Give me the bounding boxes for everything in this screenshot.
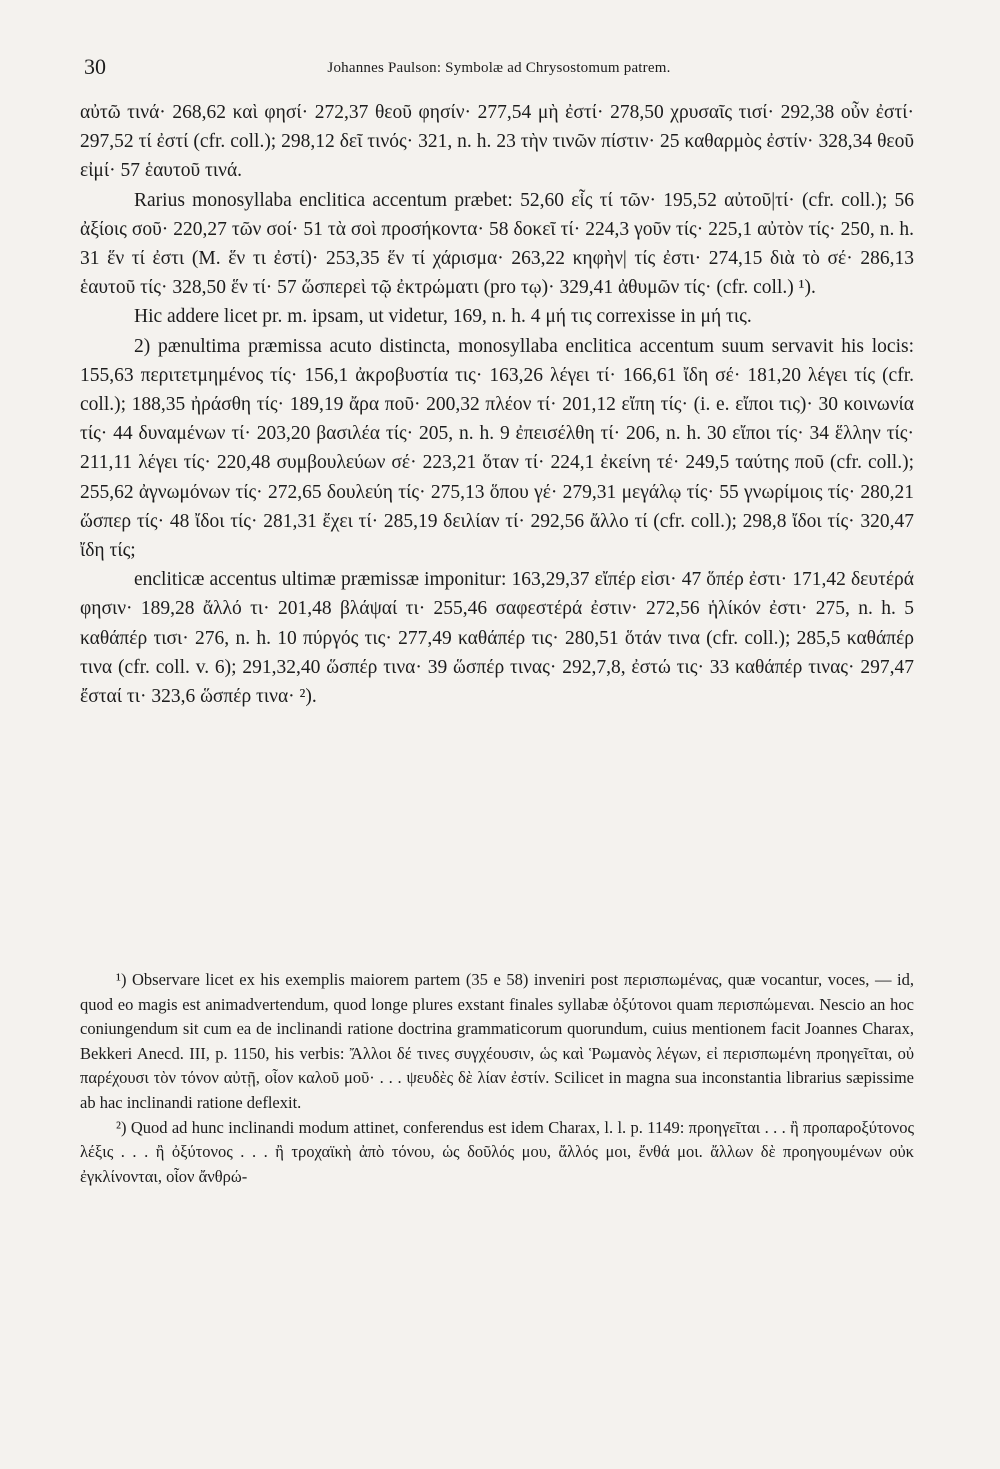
page-header: [84, 54, 914, 84]
paragraph-rarius: Rarius monosyllaba enclitica accentum præbet: 52,60 εἷς τί τῶν· 195,52 αὐτοῦ|τί· (cfr. coll.); 56 ἀξίοις σοῦ· 220,27 τῶν σοί· 51 τὰ σοὶ προσήκοντα· 58 δοκεῖ τί· 224,3 γοῦν τίς· 225,1 αὐτὸν τίς· 250, n. h. 31 ἕν τί ἐστι (M. ἕν τι ἐστί)· 253,35 ἕν τί χάρισμα· 263,22 κηφὴν| τίς ἐστι· 274,15 διὰ τὸ σέ· 286,13 ἑαυτοῦ τίς· 328,50 ἕν τί· 57 ὥσπερεὶ τῷ ἐκτρώματι (pro τῳ)· 329,41 ἀθυμῶν τίς· (cfr. coll.) ¹).: [80, 189, 914, 299]
running-title: Johannes Paulson: Symbolæ ad Chrysostomum patrem.: [327, 60, 671, 76]
footnote-1: ¹) Observare licet ex his exemplis maiorem partem (35 e 58) inveniri post περισπωμένας, quæ vocantur, voces, — id, quod eo magis est animadvertendum, quod longe plures exstant finales syllabæ ὀξύτονοι quam περισπώμεναι. Nescio an hoc coniungendum sit cum ea de inclinandi ratione doctrina grammaticorum quorundum, cuius mentionem facit Joannes Charax, Bekkeri Anecd. III, p. 1150, his verbis: Ἄλλοι δέ τινες συγχέουσιν, ὡς καὶ Ῥωμανὸς λέγων, εἰ περισπωμένη προηγεῖται, οὐ παρέχουσι τὸν τόνον αὐτῇ, οἷον καλοῦ μοῦ· . . . ψευδὲς δὲ λίαν ἐστίν. Scilicet in magna sua inconstantia librarius sæpissime ab hac inclinandi ratione deflexit.: [80, 970, 914, 1112]
footnotes: [80, 968, 914, 1189]
paragraph-paenultima: 2) pænultima præmissa acuto distincta, monosyllaba enclitica accentum suum servavit his locis: 155,63 περιτετμημένος τίς· 156,1 ἀκροβυστία τις· 163,26 λέγει τί· 166,61 ἴδη σέ· 181,20 λέγει τίς (cfr. coll.); 188,35 ἠράσθη τίς· 189,19 ἄρα ποῦ· 200,32 πλέον τί· 201,12 εἴπη τίς· (i. e. εἴποι τις)· 30 κοινωνία τίς· 44 δυναμένων τί· 203,20 βασιλέα τίς· 205, n. h. 9 ἐπεισέλθη τί· 206, n. h. 30 εἴποι τίς· 34 ἕλλην τίς· 211,11 λέγει τίς· 220,48 συμβουλεύων σέ· 223,21 ὅταν τί· 224,1 ἐκείνη τέ· 249,5 ταύτης ποῦ (cfr. coll.); 255,62 ἀγνωμόνων τίς· 272,65 δουλεύη τίς· 275,13 ὅπου γέ· 279,31 μεγάλῳ τίς· 55 γνωρίμοις τίς· 280,21 ὥσπερ τίς· 48 ἴδοι τίς· 281,31 ἔχει τί· 285,19 δειλίαν τί· 292,56 ἄλλο τί (cfr. coll.); 298,8 ἴδοι τίς· 320,47 ἴδη τίς;: [80, 335, 914, 562]
paragraph-continuation: αὐτῶ τινά· 268,62 καὶ φησί· 272,37 θεοῦ φησίν· 277,54 μὴ ἐστί· 278,50 χρυσαῖς τισί· 292,38 οὖν ἐστί· 297,52 τί ἐστί (cfr. coll.); 298,12 δεῖ τινός· 321, n. h. 23 τὴν τινῶν πίστιν· 25 καθαρμὸς ἐστίν· 328,34 θεοῦ εἰμί· 57 ἑαυτοῦ τινά.: [80, 102, 914, 182]
paragraph-hic-addere: Hic addere licet pr. m. ipsam, ut videtur, 169, n. h. 4 μή τις correxisse in μή τις.: [134, 306, 752, 328]
main-text: [80, 98, 914, 711]
footnote-2: ²) Quod ad hunc inclinandi modum attinet, conferendus est idem Charax, l. l. p. 1149: προηγεῖται . . . ἢ προπαροξύτονος λέξις . . . ἢ ὀξύτονος . . . ἢ τροχαϊκὴ ἀπὸ τόνου, ὡς δοῦλός μου, ἄλλός μοι, ἔνθά μοι. ἄλλων δὲ προηγουμένων οὐκ ἐγκλίνονται, οἷον ἄνθρώ-: [80, 1117, 914, 1186]
paragraph-encliticae: encliticæ accentus ultimæ præmissæ imponitur: 163,29,37 εἴπέρ εἰσι· 47 ὅπέρ ἐστι· 171,42 δευτέρά φησιν· 189,28 ἄλλό τι· 201,48 βλάψαί τι· 255,46 σαφεστέρά ἐστιν· 272,56 ἡλίκόν ἐστι· 275, n. h. 5 καθάπέρ τισι· 276, n. h. 10 πύργός τις· 277,49 καθάπέρ τις· 280,51 ὅτάν τινα (cfr. coll.); 285,5 καθάπέρ τινα (cfr. coll. v. 6); 291,32,40 ὥσπέρ τινα· 39 ὥσπέρ τινας· 292,7,8, ἐστώ τις· 33 καθάπέρ τινας· 297,47 ἔσταί τι· 323,6 ὥσπέρ τινα· ²).: [80, 569, 914, 708]
page-number: 30: [84, 54, 106, 79]
